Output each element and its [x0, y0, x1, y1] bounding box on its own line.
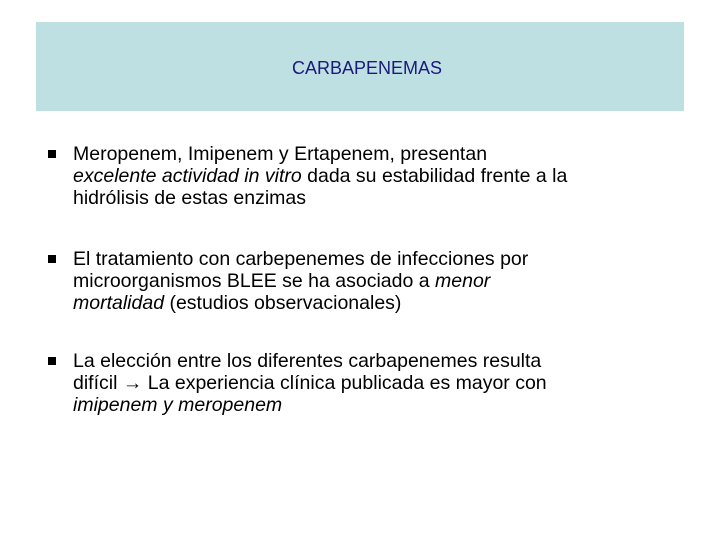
bullet-item-1 — [48, 143, 567, 209]
bullet-3-line-3 — [73, 394, 547, 416]
bullet-2-line-2 — [73, 270, 528, 292]
bullet-2-line-2-start: microorganismos BLEE se ha asociado a — [73, 270, 436, 292]
bullet-item-2 — [48, 248, 528, 314]
bullet-2-line-1: El tratamiento con carbepenemes de infecciones por — [73, 248, 529, 270]
title-banner — [36, 22, 684, 111]
bullet-1-line-3: hidrólisis de estas enzimas — [73, 187, 307, 209]
bullet-3-italic-text: imipenem y meropenem — [73, 394, 283, 416]
bullet-1-line-2-rest: dada su estabilidad frente a la — [301, 165, 568, 187]
square-bullet-icon — [48, 255, 56, 263]
bullet-3-line-2: difícil → La experiencia clínica publicada es mayor con — [73, 372, 547, 394]
square-bullet-icon — [48, 150, 56, 158]
bullet-1-line-2 — [73, 165, 567, 187]
bullet-2-italic-text-a: menor — [435, 270, 491, 292]
square-bullet-icon — [48, 357, 56, 365]
bullet-2-line-3 — [73, 292, 528, 314]
bullet-2-line-3-rest: (estudios observacionales) — [164, 292, 402, 314]
bullet-3-line-1: La elección entre los diferentes carbapenemes resulta — [73, 350, 542, 372]
bullet-2-italic-text-b: mortalidad — [73, 292, 165, 314]
bullet-1-line-1: Meropenem, Imipenem y Ertapenem, presentan — [73, 143, 488, 165]
slide-title: CARBAPENEMAS — [291, 58, 443, 78]
bullet-item-3 — [48, 350, 547, 416]
bullet-1-italic-text: excelente actividad in vitro — [73, 165, 302, 187]
